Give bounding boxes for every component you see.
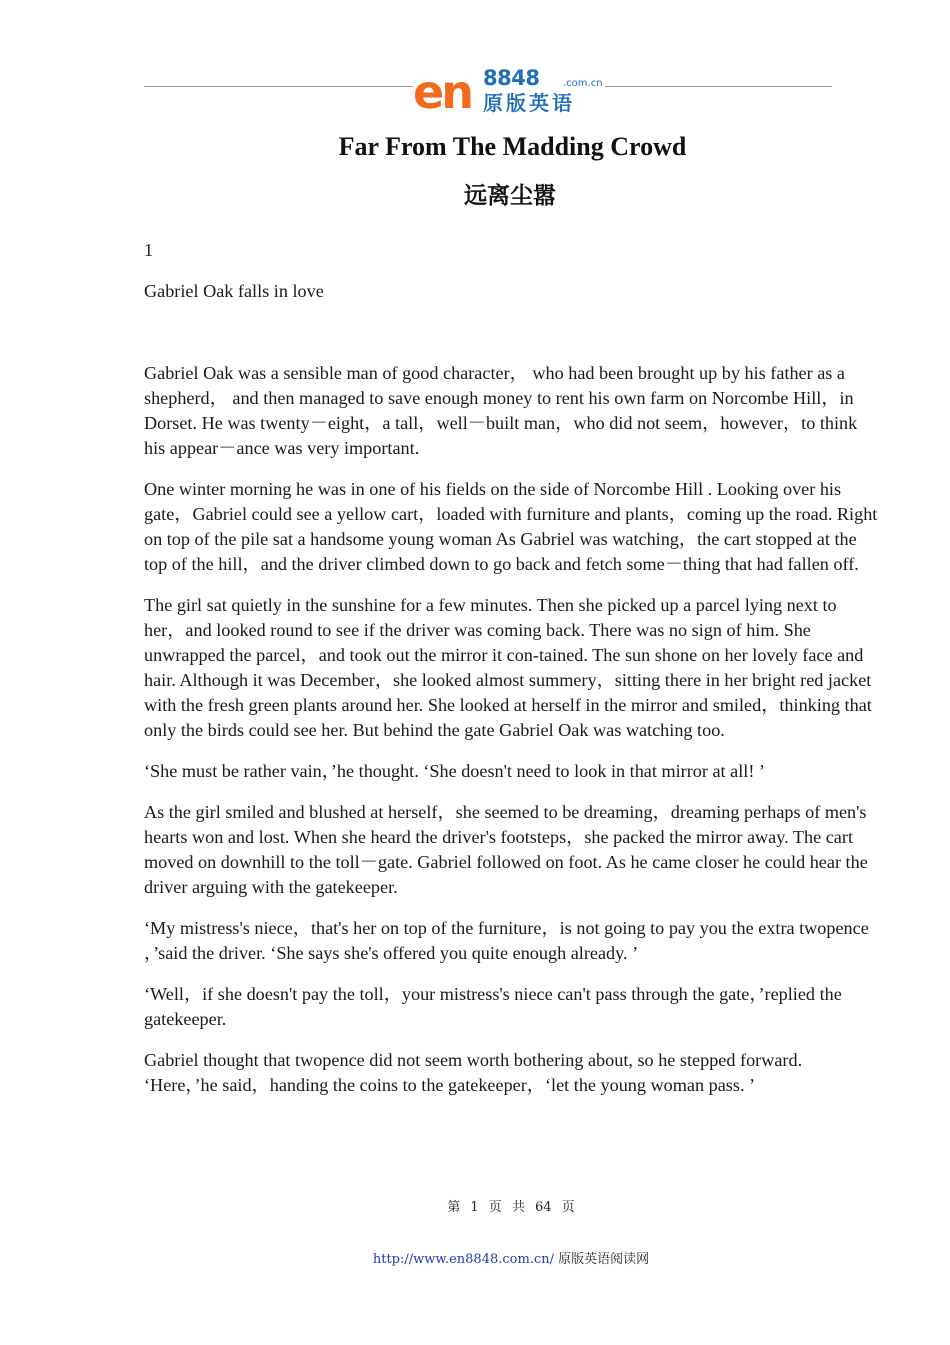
paragraph: Gabriel thought that twopence did not seem worth bothering about, so he stepped forward. ‘Here，’he said，handing the coins to the gatekeeper，‘let the young woman pass. ’ — [144, 1050, 803, 1095]
paragraph: Gabriel Oak was a sensible man of good character， who had been brought up by his father as a shepherd， and then managed to save enough money to rent his own farm on Norcombe Hill，in Dorset. He was twenty－eight，a tall，well－built man，who did not seem，however，to think his appear－ance was very important. — [144, 363, 858, 458]
book-title-chinese: 远离尘嚣 — [464, 183, 556, 209]
chapter-number: 1 — [144, 240, 154, 260]
chapter-title: Gabriel Oak falls in love — [144, 281, 324, 301]
paragraph: ‘My mistress's niece，that's her on top of the furniture，is not going to pay you the extra twopence ，’said the driver. ‘She says she's offered you quite enough already. ’ — [144, 918, 869, 963]
footer-site-name: 原版英语阅读网 — [558, 1252, 650, 1267]
logo-number: 8848 — [483, 66, 540, 90]
footer-site-link — [0, 1248, 950, 1267]
paragraph: One winter morning he was in one of his fields on the side of Norcombe Hill . Looking over his gate，Gabriel could see a yellow cart，loaded with furniture and plants，coming up the road. Right on top of the pile sat a handsome young woman As Gabriel was watching，the cart stopped at the top of the hill，and the driver climbed down to go back and fetch some－thing that had fallen off. — [144, 479, 878, 574]
logo-chinese-text: 原版英语 — [483, 91, 575, 115]
logo-domain: .com.cn — [563, 78, 603, 89]
page-number: 第 1 页 共 64 页 — [447, 1200, 575, 1215]
footer-url-link[interactable]: http://www.en8848.com.cn/ — [372, 1252, 554, 1267]
paragraph: ‘She must be rather vain，’he thought. ‘She doesn't need to look in that mirror at all! ’ — [144, 761, 765, 781]
paragraph: ‘Well，if she doesn't pay the toll，your mistress's niece can't pass through the gate，’replied the gatekeeper. — [144, 984, 842, 1029]
paragraph: As the girl smiled and blushed at herself，she seemed to be dreaming，dreaming perhaps of men's hearts won and lost. When she heard the driver's footsteps，she packed the mirror away. The cart moved on downhill to the toll－gate. Gabriel followed on foot. As he came closer he could hear the driver arguing with the gatekeeper. — [144, 802, 868, 897]
logo-en-mark: en — [413, 65, 471, 119]
chapter-body — [144, 361, 880, 1114]
paragraph: The girl sat quietly in the sunshine for a few minutes. Then she picked up a parcel lying next to her，and looked round to see if the driver was coming back. There was no sign of him. She unwrapped the parcel，and took out the mirror it con-tained. The sun shone on her lovely face and hair. Although it was December，she looked almost summery，sitting there in her bright red jacket with the fresh green plants around her. She looked at herself in the mirror and smiled，thinking that only the birds could see her. But behind the gate Gabriel Oak was watching too. — [144, 595, 872, 740]
book-title: Far From The Madding Crowd — [338, 132, 687, 161]
en8848-logo[interactable] — [413, 66, 605, 118]
